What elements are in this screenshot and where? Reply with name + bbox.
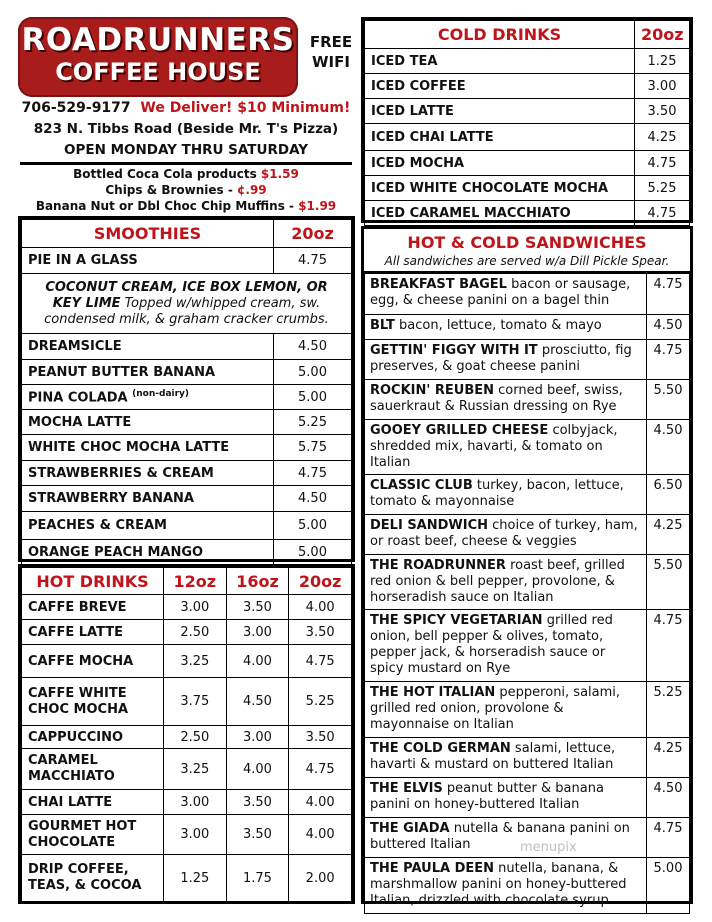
size-12oz: 12oz xyxy=(164,568,227,595)
menu-row: THE ROADRUNNER roast beef, grilled red onion & bell pepper, provolone, & horseradish sauce on Italian 5.50 xyxy=(365,555,690,610)
menu-row: STRAWBERRY BANANA 4.50 xyxy=(22,486,352,512)
menu-row: THE HOT ITALIAN pepperoni, salami, grilled red onion, provolone & mayonnaise on Italian 5.25 xyxy=(365,682,690,738)
menu-row: THE COLD GERMAN salami, lettuce, havarti & mustard on buttered Italian 4.25 xyxy=(365,738,690,778)
smoothies-section xyxy=(18,216,355,562)
special-item: Banana Nut or Dbl Choc Chip Muffins - $1.99 xyxy=(35,199,337,213)
hours: OPEN MONDAY THRU SATURDAY xyxy=(63,142,309,158)
sandwiches-subtitle: All sandwiches are served w/a Dill Pickle Spear. xyxy=(384,254,670,268)
size-20oz: 20oz xyxy=(289,568,352,595)
sandwiches-header xyxy=(364,229,690,273)
menu-row: ICED MOCHA 4.75 xyxy=(365,151,690,176)
menu-row: CHAI LATTE 3.00 3.50 4.00 xyxy=(22,790,352,815)
menu-row: THE SPICY VEGETARIAN grilled red onion, bell pepper & olives, tomato, pepper jack, & horseradish sauce or spicy mustard on Rye 4.75 xyxy=(365,610,690,682)
menu-row: THE ELVIS peanut butter & banana panini on honey-buttered Italian 4.50 xyxy=(365,778,690,818)
menu-row: PEACHES & CREAM 5.00 xyxy=(22,512,352,540)
menu-row: ICED CARAMEL MACCHIATO 4.75 xyxy=(365,201,690,226)
smoothie-description: COCONUT CREAM, ICE BOX LEMON, OR KEY LIME Topped w/whipped cream, sw. condensed milk, & graham cracker crumbs. xyxy=(22,274,352,334)
cold-drinks-title: COLD DRINKS xyxy=(365,21,635,49)
menu-row: BREAKFAST BAGEL bacon or sausage, egg, & cheese panini on a bagel thin 4.75 xyxy=(365,274,690,315)
menu-row: CARAMEL MACCHIATO 3.25 4.00 4.75 xyxy=(22,749,352,790)
cold-drinks-size: 20oz xyxy=(635,21,690,49)
menu-row: CLASSIC CLUB turkey, bacon, lettuce, tomato & mayonnaise 6.50 xyxy=(365,475,690,515)
menu-row: ICED LATTE 3.50 xyxy=(365,99,690,124)
cold-drinks-section xyxy=(361,17,693,223)
specials-list xyxy=(16,166,356,214)
special-item: Chips & Brownies - ¢.99 xyxy=(105,183,267,197)
special-item: Bottled Coca Cola products $1.59 xyxy=(73,167,299,181)
menu-row: GOOEY GRILLED CHEESE colbyjack, shredded mix, havarti, & tomato on Italian 4.50 xyxy=(365,420,690,475)
smoothies-title: SMOOTHIES xyxy=(22,220,274,248)
menu-row: CAFFE LATTE 2.50 3.00 3.50 xyxy=(22,620,352,645)
menu-row: ICED CHAI LATTE 4.25 xyxy=(365,124,690,151)
delivery-note: We Deliver! $10 Minimum! xyxy=(140,100,351,116)
menu-row: PIE IN A GLASS 4.75 xyxy=(22,248,352,274)
menu-row: DRIP COFFEE, TEAS, & COCOA 1.25 1.75 2.00 xyxy=(22,855,352,902)
menu-row: CAFFE WHITE CHOC MOCHA 3.75 4.50 5.25 xyxy=(22,678,352,726)
menu-row: ICED COFFEE 3.00 xyxy=(365,74,690,99)
menu-row: THE GIADA nutella & banana panini on buttered Italian 4.75 xyxy=(365,818,690,858)
sandwiches-section xyxy=(361,226,693,908)
phone-number: 706-529-9177 xyxy=(21,100,131,116)
menu-row: THE PAULA DEEN nutella, banana, & marshmallow panini on honey-buttered Italian, drizzled with chocolate syrup 5.00 xyxy=(365,858,690,914)
menu-row: ORANGE PEACH MANGO 5.00 xyxy=(22,540,352,566)
menu-row: BLT bacon, lettuce, tomato & mayo 4.50 xyxy=(365,315,690,340)
free-wifi-label: FREE WIFI xyxy=(309,33,353,71)
logo-line-1: ROADRUNNERS xyxy=(21,22,295,58)
phone-line xyxy=(16,100,356,116)
smoothies-size: 20oz xyxy=(274,220,352,248)
menu-row: DREAMSICLE 4.50 xyxy=(22,334,352,360)
logo-line-2: COFFEE HOUSE xyxy=(55,58,261,86)
hot-drinks-title: HOT DRINKS xyxy=(22,568,164,595)
menu-row: MOCHA LATTE 5.25 xyxy=(22,410,352,435)
logo xyxy=(18,17,298,97)
menu-row: CAPPUCCINO 2.50 3.00 3.50 xyxy=(22,726,352,749)
menu-row: CAFFE BREVE 3.00 3.50 4.00 xyxy=(22,595,352,620)
menu-row: ICED WHITE CHOCOLATE MOCHA 5.25 xyxy=(365,176,690,201)
sandwiches-title: HOT & COLD SANDWICHES xyxy=(407,233,647,252)
menu-row: GETTIN' FIGGY WITH IT prosciutto, fig preserves, & goat cheese panini 4.75 xyxy=(365,340,690,380)
menu-row: ICED TEA 1.25 xyxy=(365,49,690,74)
menu-row: STRAWBERRIES & CREAM 4.75 xyxy=(22,461,352,486)
menu-row: WHITE CHOC MOCHA LATTE 5.75 xyxy=(22,435,352,461)
menu-row: CAFFE MOCHA 3.25 4.00 4.75 xyxy=(22,645,352,678)
menu-row: PINA COLADA $^{(non-dairy)}$ 5.00 xyxy=(22,385,352,410)
menu-row: DELI SANDWICH choice of turkey, ham, or roast beef, cheese & veggies 4.25 xyxy=(365,515,690,555)
hot-drinks-section xyxy=(18,564,355,904)
menu-row: PEANUT BUTTER BANANA 5.00 xyxy=(22,360,352,385)
size-16oz: 16oz xyxy=(226,568,289,595)
menu-row: GOURMET HOT CHOCOLATE 3.00 3.50 4.00 xyxy=(22,815,352,855)
divider xyxy=(20,162,352,165)
address: 823 N. Tibbs Road (Beside Mr. T's Pizza) xyxy=(33,121,339,137)
watermark: menupix xyxy=(520,840,577,855)
menu-row: ROCKIN' REUBEN corned beef, swiss, sauerkraut & Russian dressing on Rye 5.50 xyxy=(365,380,690,420)
